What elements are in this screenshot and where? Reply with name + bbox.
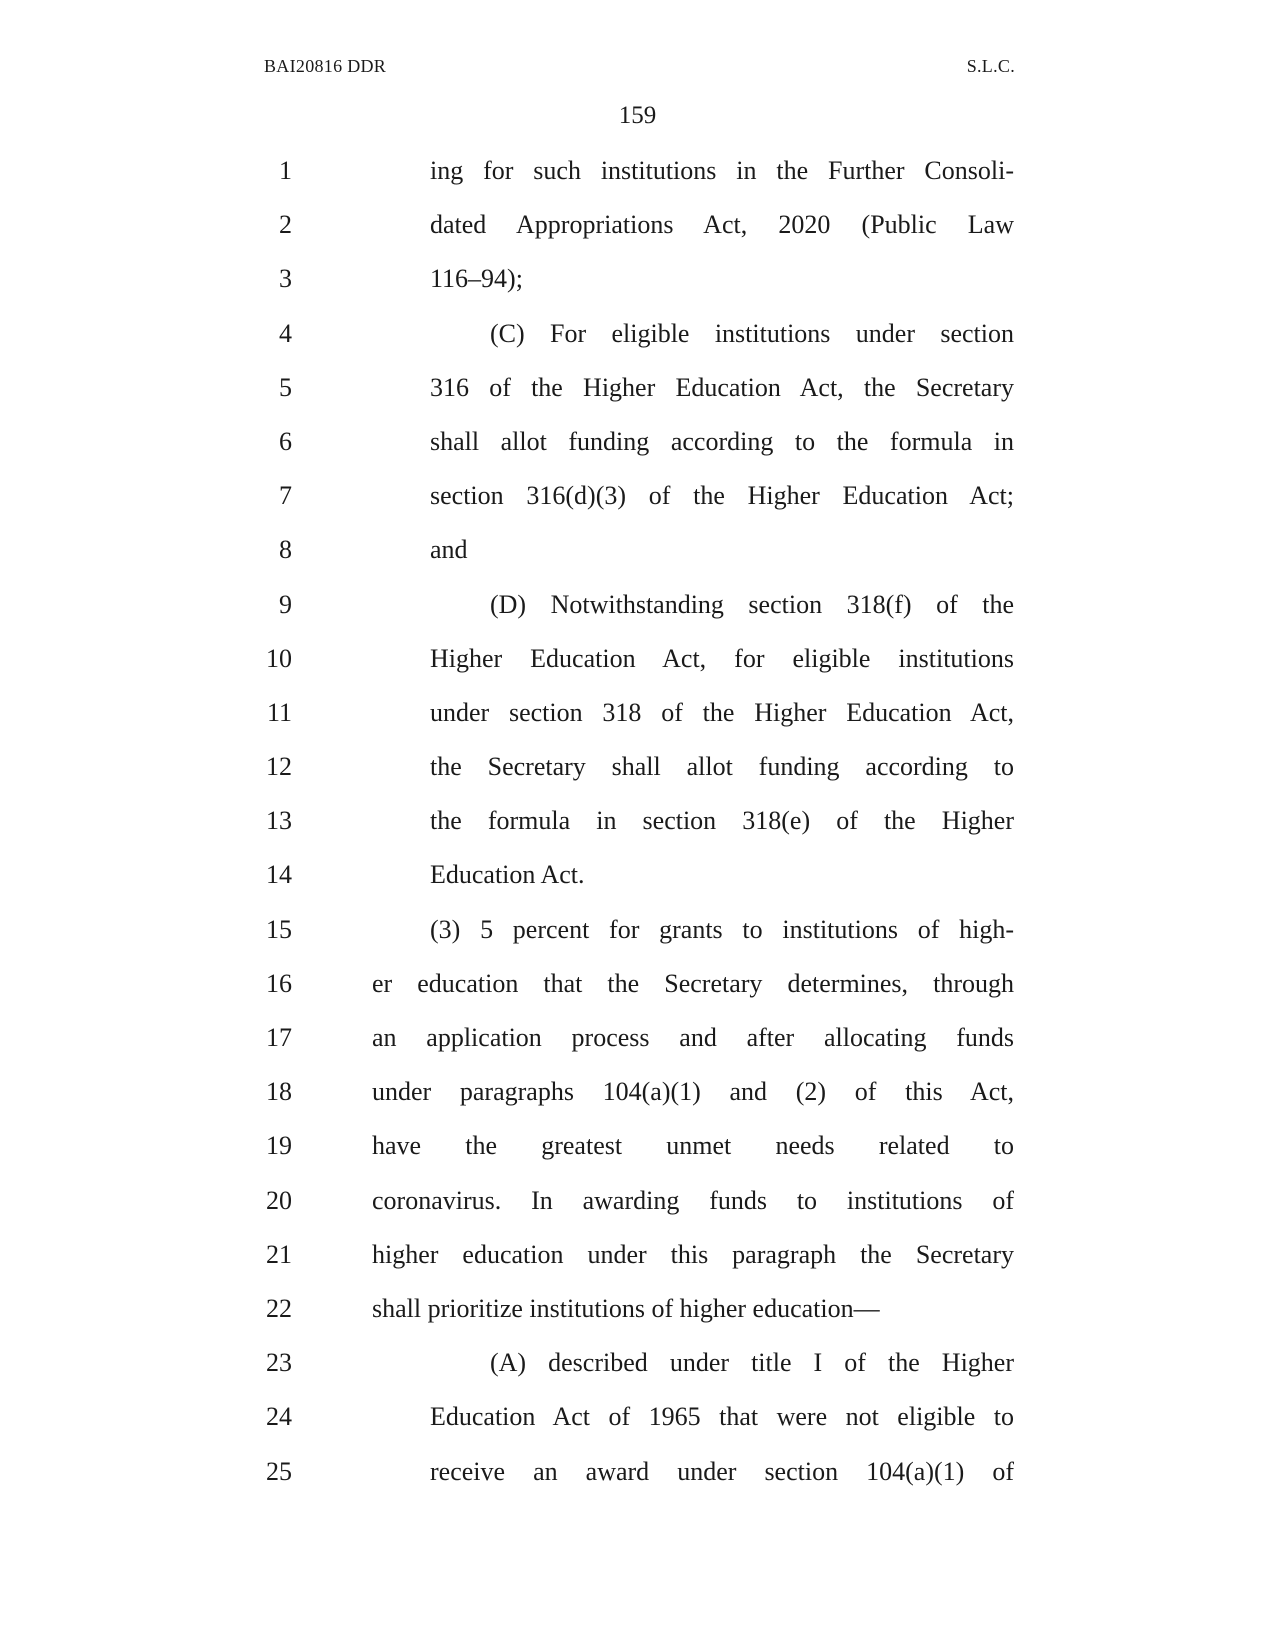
line-number: 5 bbox=[279, 372, 292, 402]
text-line bbox=[0, 1011, 1275, 1065]
line-number: 24 bbox=[266, 1402, 292, 1432]
line-text: (D) Notwithstanding section 318(f) of the bbox=[490, 589, 1014, 619]
bill-text-body bbox=[0, 144, 1275, 1499]
line-number: 25 bbox=[266, 1456, 292, 1486]
line-text: under section 318 of the Higher Education Act, bbox=[430, 697, 1014, 727]
line-text: er education that the Secretary determines, through bbox=[372, 968, 1014, 998]
text-line bbox=[0, 1282, 1275, 1336]
line-number: 3 bbox=[279, 264, 292, 294]
line-text: (A) described under title I of the Higher bbox=[490, 1348, 1014, 1378]
text-line bbox=[0, 307, 1275, 361]
line-number: 9 bbox=[279, 589, 292, 619]
text-line bbox=[0, 1390, 1275, 1444]
line-text: ing for such institutions in the Further Consoli- bbox=[430, 156, 1014, 185]
text-line bbox=[0, 144, 1275, 198]
line-number: 13 bbox=[266, 806, 292, 836]
line-number: 19 bbox=[266, 1131, 292, 1161]
text-line bbox=[0, 415, 1275, 469]
line-text: shall prioritize institutions of higher education— bbox=[372, 1293, 880, 1323]
line-text: Education Act of 1965 that were not eligible to bbox=[430, 1402, 1014, 1432]
line-number: 6 bbox=[279, 426, 292, 456]
text-line bbox=[0, 578, 1275, 632]
text-line bbox=[0, 1445, 1275, 1499]
line-number: 12 bbox=[266, 752, 292, 782]
line-number: 21 bbox=[266, 1239, 292, 1269]
line-number: 4 bbox=[279, 318, 292, 348]
line-text: under paragraphs 104(a)(1) and (2) of this Act, bbox=[372, 1077, 1014, 1107]
line-text: have the greatest unmet needs related to bbox=[372, 1131, 1014, 1161]
line-text: the Secretary shall allot funding according to bbox=[430, 752, 1014, 782]
text-line bbox=[0, 957, 1275, 1011]
document-id: BAI20816 DDR bbox=[264, 56, 387, 76]
line-text: the formula in section 318(e) of the Higher bbox=[430, 806, 1014, 836]
text-line bbox=[0, 252, 1275, 306]
line-text: receive an award under section 104(a)(1) of bbox=[430, 1456, 1014, 1486]
text-line bbox=[0, 361, 1275, 415]
text-line bbox=[0, 740, 1275, 794]
line-number: 23 bbox=[266, 1348, 292, 1378]
line-text: higher education under this paragraph the Secretary bbox=[372, 1239, 1014, 1269]
line-text: shall allot funding according to the formula in bbox=[430, 426, 1014, 456]
text-line bbox=[0, 1065, 1275, 1119]
line-text: coronavirus. In awarding funds to institutions of bbox=[372, 1185, 1014, 1215]
line-number: 15 bbox=[266, 914, 292, 944]
text-line bbox=[0, 523, 1275, 577]
line-number: 10 bbox=[266, 643, 292, 673]
line-number: 7 bbox=[279, 481, 292, 511]
line-number: 20 bbox=[266, 1185, 292, 1215]
line-number: 1 bbox=[279, 156, 292, 185]
line-number: 18 bbox=[266, 1077, 292, 1107]
line-text: 116–94); bbox=[430, 264, 523, 294]
line-text: Higher Education Act, for eligible institutions bbox=[430, 643, 1014, 673]
line-text: and bbox=[430, 535, 468, 565]
slc-label: S.L.C. bbox=[966, 56, 1015, 76]
line-number: 8 bbox=[279, 535, 292, 565]
text-line bbox=[0, 794, 1275, 848]
line-number: 22 bbox=[266, 1293, 292, 1323]
text-line bbox=[0, 632, 1275, 686]
text-line bbox=[0, 198, 1275, 252]
text-line bbox=[0, 686, 1275, 740]
text-line bbox=[0, 469, 1275, 523]
line-text: (C) For eligible institutions under section bbox=[490, 318, 1014, 348]
line-text: 316 of the Higher Education Act, the Secretary bbox=[430, 372, 1014, 402]
line-number: 14 bbox=[266, 860, 292, 890]
line-number: 17 bbox=[266, 1023, 292, 1052]
text-line bbox=[0, 1228, 1275, 1282]
text-line bbox=[0, 1174, 1275, 1228]
page-number: 159 bbox=[618, 102, 657, 129]
text-line bbox=[0, 848, 1275, 902]
line-text: (3) 5 percent for grants to institutions of high- bbox=[430, 914, 1014, 944]
line-number: 11 bbox=[266, 697, 292, 727]
line-text: Education Act. bbox=[430, 860, 585, 890]
text-line bbox=[0, 903, 1275, 957]
line-number: 16 bbox=[266, 968, 292, 998]
text-line bbox=[0, 1336, 1275, 1390]
text-line bbox=[0, 1119, 1275, 1173]
line-text: section 316(d)(3) of the Higher Education Act; bbox=[430, 481, 1014, 511]
line-text: an application process and after allocating funds bbox=[372, 1023, 1014, 1052]
line-text: dated Appropriations Act, 2020 (Public Law bbox=[430, 210, 1014, 240]
line-number: 2 bbox=[279, 210, 292, 240]
